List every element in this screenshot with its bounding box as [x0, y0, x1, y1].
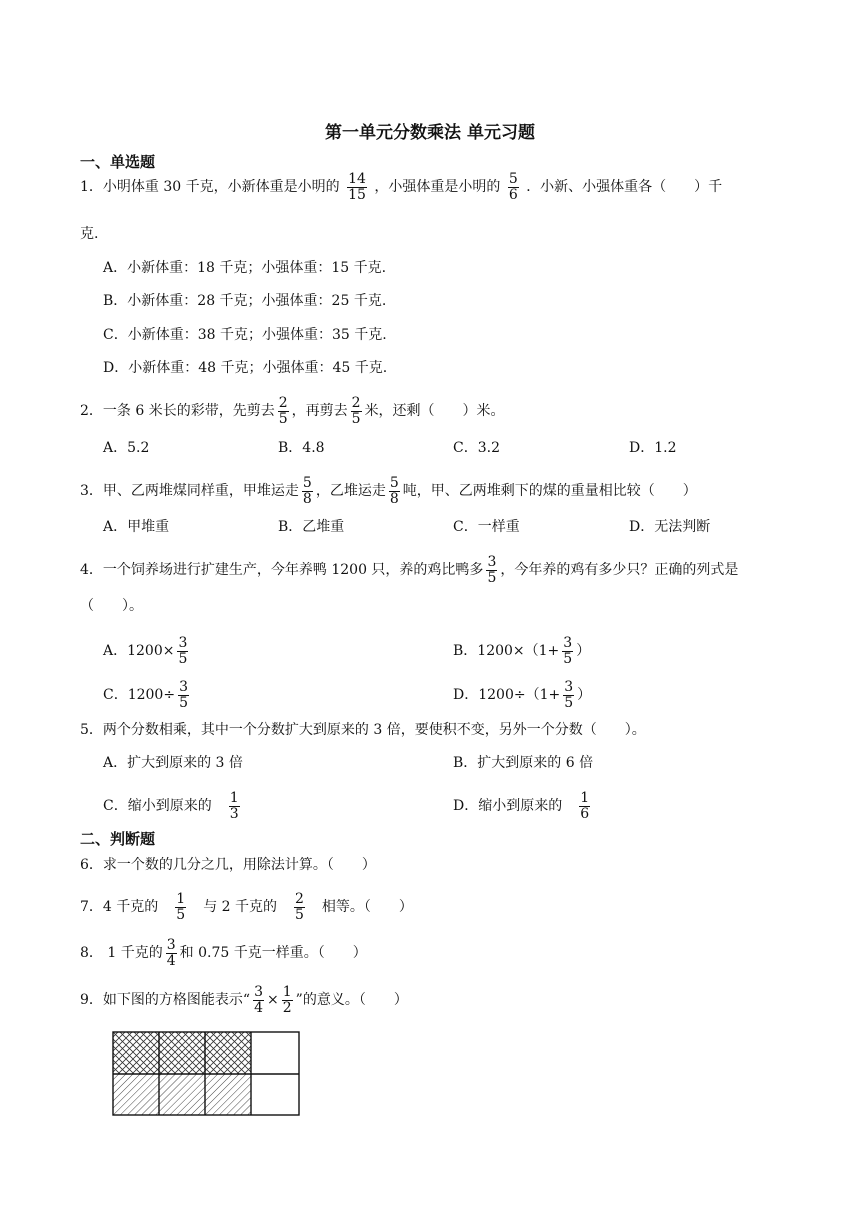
- question-1-text-c: ．小新、小强体重各（ ）千: [526, 179, 723, 196]
- fraction-3-4: [253, 985, 264, 1015]
- page-title: 第一单元分数乘法 单元习题: [325, 123, 535, 143]
- question-1-text-a: 1．小明体重 30 千克，小新体重是小明的: [80, 179, 340, 196]
- q4-option-d: [453, 680, 591, 710]
- q4-option-d-close: ）: [577, 687, 592, 704]
- q2-option-a: A．5.2: [103, 440, 150, 456]
- q4-option-b-text: B．1200×（1+: [453, 643, 560, 660]
- grid-cell-hatched: [159, 1074, 205, 1115]
- fraction-2-5: [351, 396, 362, 426]
- frac-den: 4: [166, 952, 176, 969]
- frac-den: 5: [487, 569, 497, 586]
- frac-num: 3: [178, 635, 188, 651]
- q3-option-d: D．无法判断: [629, 519, 711, 535]
- fraction-3-5: [178, 680, 189, 710]
- frac-den: 2: [282, 999, 292, 1016]
- frac-den: 8: [389, 490, 399, 507]
- fraction-1-2: [282, 985, 293, 1015]
- q4-option-b-close: ）: [576, 643, 591, 660]
- question-7-text-c: 相等。（ ）: [321, 899, 413, 916]
- question-1: [80, 172, 722, 202]
- fraction-2-5: [278, 396, 289, 426]
- question-5: 5．两个分数相乘，其中一个分数扩大到原来的 3 倍，要使积不变，另外一个分数（ ）。: [80, 722, 646, 738]
- question-2-text-c: 米，还剩（ ）米。: [364, 403, 505, 420]
- question-7: [80, 892, 413, 922]
- q5-option-a: A．扩大到原来的 3 倍: [103, 755, 243, 771]
- q1-option-c: C．小新体重：38 千克；小强体重：35 千克.: [103, 327, 387, 343]
- frac-den: 5: [176, 906, 186, 923]
- fraction-5-8: [389, 476, 400, 506]
- question-3: [80, 476, 697, 506]
- question-1-continued: 克.: [80, 226, 99, 242]
- frac-den: 6: [508, 186, 518, 203]
- q5-option-d: [453, 791, 593, 821]
- q4-option-a: [103, 636, 191, 666]
- frac-num: 3: [564, 679, 574, 695]
- frac-den: 5: [563, 650, 573, 667]
- frac-num: 1: [176, 891, 186, 907]
- q2-option-b: B．4.8: [278, 440, 325, 456]
- question-3-text-b: ，乙堆运走: [315, 483, 386, 500]
- q5-option-b: B．扩大到原来的 6 倍: [453, 755, 594, 771]
- fraction-2-5: [294, 892, 305, 922]
- q1-option-b: B．小新体重：28 千克；小强体重：25 千克.: [103, 293, 387, 309]
- q4-option-b: [453, 636, 590, 666]
- frac-num: 14: [348, 171, 366, 187]
- question-4-text-b: ，今年养的鸡有多少只？正确的列式是: [500, 562, 739, 579]
- frac-den: 4: [254, 999, 263, 1016]
- frac-num: 1: [282, 984, 292, 1000]
- frac-den: 5: [351, 410, 361, 427]
- fraction-1-6: [579, 791, 590, 821]
- frac-den: 3: [229, 805, 239, 822]
- fraction-14-15: [347, 172, 367, 202]
- frac-num: 2: [351, 395, 361, 411]
- question-4-text-a: 4．一个饲养场进行扩建生产，今年养鸭 1200 只，养的鸡比鸭多: [80, 562, 484, 579]
- q4-option-c: [103, 680, 192, 710]
- frac-den: 5: [295, 906, 304, 923]
- q4-option-a-text: A．1200×: [103, 643, 175, 660]
- frac-num: 5: [302, 475, 312, 491]
- multiply-sign: ×: [267, 992, 279, 1009]
- frac-num: 5: [508, 171, 518, 187]
- fraction-5-8: [302, 476, 313, 506]
- frac-num: 3: [563, 635, 573, 651]
- fraction-5-6: [508, 172, 519, 202]
- frac-num: 2: [278, 395, 288, 411]
- q4-option-c-text: C．1200÷: [103, 687, 176, 704]
- question-8-text-a: 8． 1 千克的: [80, 945, 163, 962]
- frac-num: 5: [389, 475, 399, 491]
- frac-den: 8: [302, 490, 312, 507]
- question-8-text-b: 和 0.75 千克一样重。（ ）: [179, 945, 367, 962]
- question-2-text-a: 2．一条 6 米长的彩带，先剪去: [80, 403, 275, 420]
- frac-den: 5: [178, 650, 188, 667]
- q3-option-c: C．一样重: [453, 519, 520, 535]
- q1-option-a: A．小新体重：18 千克；小强体重：15 千克.: [103, 260, 387, 276]
- fraction-3-5: [563, 680, 574, 710]
- question-9: [80, 985, 408, 1015]
- frac-den: 6: [580, 805, 590, 822]
- frac-den: 5: [278, 410, 288, 427]
- grid-cell-empty: [251, 1032, 299, 1074]
- frac-den: 5: [179, 694, 188, 711]
- question-7-text-a: 7．4 千克的: [80, 899, 159, 916]
- fraction-3-5: [486, 555, 497, 585]
- section-heading-single-choice: 一、单选题: [80, 153, 156, 171]
- question-3-text-a: 3．甲、乙两堆煤同样重，甲堆运走: [80, 483, 299, 500]
- section-heading-true-false: 二、判断题: [80, 830, 156, 848]
- q3-option-a: A．甲堆重: [103, 519, 170, 535]
- fraction-1-3: [229, 791, 240, 821]
- q5-option-c: [103, 791, 243, 821]
- frac-den: 15: [348, 186, 366, 203]
- question-1-text-b: ，小强体重是小明的: [374, 179, 501, 196]
- fraction-grid-diagram: [112, 1031, 302, 1117]
- q4-option-d-text: D．1200÷（1+: [453, 687, 561, 704]
- grid-cell-crosshatched: [159, 1032, 205, 1074]
- question-4: [80, 555, 738, 585]
- frac-num: 1: [229, 790, 239, 806]
- frac-num: 3: [166, 937, 176, 953]
- question-2-text-b: ，再剪去: [291, 403, 348, 420]
- frac-num: 3: [254, 984, 263, 1000]
- question-9-text-b: ”的意义。（ ）: [295, 992, 408, 1009]
- q2-option-d: D．1.2: [629, 440, 677, 456]
- q3-option-b: B．乙堆重: [278, 519, 345, 535]
- grid-cell-hatched: [113, 1074, 159, 1115]
- frac-num: 3: [179, 679, 188, 695]
- grid-cell-hatched: [205, 1074, 251, 1115]
- grid-cell-empty: [251, 1074, 299, 1115]
- fraction-3-5: [562, 636, 573, 666]
- frac-den: 5: [564, 694, 574, 711]
- question-9-text-a: 9．如下图的方格图能表示“: [80, 992, 251, 1009]
- question-4-continued: （ ）。: [80, 598, 143, 614]
- grid-cell-crosshatched: [113, 1032, 159, 1074]
- question-2: [80, 396, 505, 426]
- grid-cell-crosshatched: [205, 1032, 251, 1074]
- q1-option-d: D．小新体重：48 千克；小强体重：45 千克.: [103, 360, 388, 376]
- frac-num: 2: [295, 891, 304, 907]
- fraction-1-5: [175, 892, 186, 922]
- q2-option-c: C．3.2: [453, 440, 500, 456]
- fraction-3-4: [166, 938, 177, 968]
- q5-option-d-text: D．缩小到原来的: [453, 798, 563, 815]
- q5-option-c-text: C．缩小到原来的: [103, 798, 212, 815]
- frac-num: 3: [487, 554, 497, 570]
- fraction-3-5: [177, 636, 188, 666]
- question-3-text-c: 吨，甲、乙两堆剩下的煤的重量相比较（ ）: [402, 483, 697, 500]
- question-8: [80, 938, 367, 968]
- question-6: 6．求一个数的几分之几，用除法计算。（ ）: [80, 857, 376, 873]
- question-7-text-b: 与 2 千克的: [203, 899, 277, 916]
- frac-num: 1: [580, 790, 590, 806]
